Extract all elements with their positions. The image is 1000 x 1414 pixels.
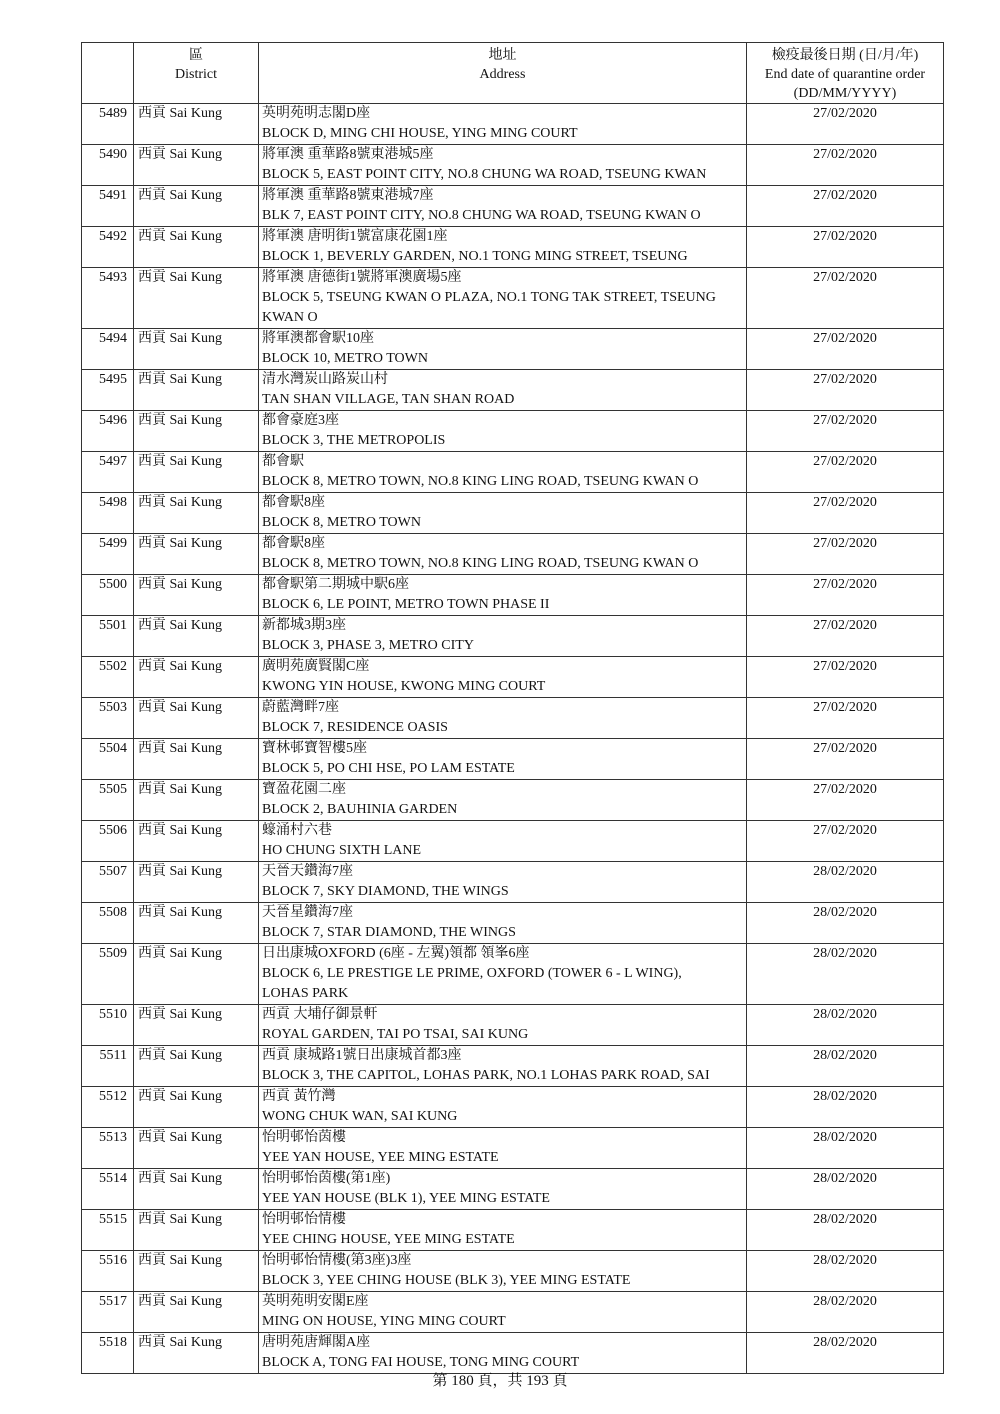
address-line: KWAN O — [262, 310, 318, 325]
header-row — [82, 43, 944, 104]
row-number: 5498 — [82, 493, 134, 534]
table-row — [82, 493, 944, 534]
row-district: 西貢 Sai Kung — [134, 616, 259, 657]
row-number: 5500 — [82, 575, 134, 616]
row-district: 西貢 Sai Kung — [134, 862, 259, 903]
address-line: TAN SHAN VILLAGE, TAN SHAN ROAD — [262, 392, 515, 407]
row-end-date: 27/02/2020 — [747, 227, 944, 268]
row-district: 西貢 Sai Kung — [134, 1210, 259, 1251]
address-line: 寶盈花園二座 — [262, 782, 346, 797]
quarantine-table — [81, 42, 944, 1374]
row-number: 5513 — [82, 1128, 134, 1169]
row-address — [259, 452, 747, 493]
table-row — [82, 657, 944, 698]
address-line: BLK 7, EAST POINT CITY, NO.8 CHUNG WA ROAD, TSEUNG KWAN O — [262, 208, 701, 223]
row-address — [259, 186, 747, 227]
row-end-date: 28/02/2020 — [747, 1087, 944, 1128]
row-number: 5510 — [82, 1005, 134, 1046]
row-district: 西貢 Sai Kung — [134, 944, 259, 1005]
row-number: 5507 — [82, 862, 134, 903]
row-number: 5491 — [82, 186, 134, 227]
row-number: 5515 — [82, 1210, 134, 1251]
row-number: 5501 — [82, 616, 134, 657]
table-row — [82, 1333, 944, 1374]
row-address — [259, 1333, 747, 1374]
row-district: 西貢 Sai Kung — [134, 903, 259, 944]
address-line: BLOCK 3, THE METROPOLIS — [262, 433, 446, 448]
header-date-format: (DD/MM/YYYY) — [793, 86, 897, 101]
row-district: 西貢 Sai Kung — [134, 104, 259, 145]
row-district: 西貢 Sai Kung — [134, 145, 259, 186]
row-end-date: 27/02/2020 — [747, 780, 944, 821]
address-line: 新都城3期3座 — [262, 618, 346, 633]
row-number: 5505 — [82, 780, 134, 821]
address-line: 蠔涌村六巷 — [262, 823, 332, 838]
row-end-date: 28/02/2020 — [747, 1292, 944, 1333]
address-line: 西貢 大埔仔御景軒 — [262, 1007, 378, 1022]
address-line: BLOCK A, TONG FAI HOUSE, TONG MING COURT — [262, 1355, 580, 1370]
table-row — [82, 698, 944, 739]
header-district — [134, 43, 259, 104]
row-address — [259, 698, 747, 739]
row-end-date: 28/02/2020 — [747, 1128, 944, 1169]
row-district: 西貢 Sai Kung — [134, 698, 259, 739]
address-line: 將軍澳 唐明街1號富康花園1座 — [262, 229, 448, 244]
address-line: 唐明苑唐輝閣A座 — [262, 1335, 371, 1350]
address-line: 都會駅第二期城中駅6座 — [262, 577, 409, 592]
table-row — [82, 534, 944, 575]
address-line: 寶林邨寶智樓5座 — [262, 741, 367, 756]
row-end-date: 27/02/2020 — [747, 739, 944, 780]
table-row — [82, 1087, 944, 1128]
row-address — [259, 227, 747, 268]
address-line: YEE YAN HOUSE, YEE MING ESTATE — [262, 1150, 499, 1165]
row-number: 5493 — [82, 268, 134, 329]
address-line: 蔚藍灣畔7座 — [262, 700, 339, 715]
row-district: 西貢 Sai Kung — [134, 411, 259, 452]
address-line: BLOCK 8, METRO TOWN, NO.8 KING LING ROAD, TSEUNG KWAN O — [262, 556, 699, 571]
address-line: 清水灣炭山路炭山村 — [262, 372, 388, 387]
table-row — [82, 227, 944, 268]
address-line: BLOCK D, MING CHI HOUSE, YING MING COURT — [262, 126, 578, 141]
address-line: BLOCK 5, EAST POINT CITY, NO.8 CHUNG WA ROAD, TSEUNG KWAN — [262, 167, 707, 182]
page-number: 第 180 頁，共 193 頁 — [432, 1373, 568, 1389]
row-end-date: 28/02/2020 — [747, 1333, 944, 1374]
row-address — [259, 1005, 747, 1046]
row-number: 5504 — [82, 739, 134, 780]
row-end-date: 27/02/2020 — [747, 104, 944, 145]
row-end-date: 27/02/2020 — [747, 657, 944, 698]
table-row — [82, 370, 944, 411]
row-district: 西貢 Sai Kung — [134, 268, 259, 329]
address-line: 將軍澳都會駅10座 — [262, 331, 374, 346]
row-district: 西貢 Sai Kung — [134, 186, 259, 227]
row-number: 5497 — [82, 452, 134, 493]
table-row — [82, 1046, 944, 1087]
address-line: 日出康城OXFORD (6座 - 左翼)領都 領峯6座 — [262, 946, 530, 961]
table-row — [82, 575, 944, 616]
row-address — [259, 657, 747, 698]
row-district: 西貢 Sai Kung — [134, 1292, 259, 1333]
row-number: 5506 — [82, 821, 134, 862]
row-number: 5512 — [82, 1087, 134, 1128]
address-line: BLOCK 2, BAUHINIA GARDEN — [262, 802, 458, 817]
address-line: 怡明邨怡茵樓 — [262, 1130, 346, 1145]
row-district: 西貢 Sai Kung — [134, 1251, 259, 1292]
row-end-date: 28/02/2020 — [747, 862, 944, 903]
address-line: BLOCK 3, YEE CHING HOUSE (BLK 3), YEE MING ESTATE — [262, 1273, 631, 1288]
row-district: 西貢 Sai Kung — [134, 1169, 259, 1210]
address-line: BLOCK 7, STAR DIAMOND, THE WINGS — [262, 925, 516, 940]
row-district: 西貢 Sai Kung — [134, 821, 259, 862]
row-number: 5495 — [82, 370, 134, 411]
address-line: 將軍澳 唐德街1號將軍澳廣場5座 — [262, 270, 462, 285]
address-line: ROYAL GARDEN, TAI PO TSAI, SAI KUNG — [262, 1027, 529, 1042]
table-row — [82, 452, 944, 493]
header-district-zh: 區 — [189, 48, 203, 63]
header-date-zh: 檢疫最後日期 (日/月/年) — [771, 48, 919, 63]
address-line: BLOCK 8, METRO TOWN, NO.8 KING LING ROAD, TSEUNG KWAN O — [262, 474, 699, 489]
row-district: 西貢 Sai Kung — [134, 739, 259, 780]
table-row — [82, 1128, 944, 1169]
address-line: HO CHUNG SIXTH LANE — [262, 843, 422, 858]
address-line: BLOCK 1, BEVERLY GARDEN, NO.1 TONG MING STREET, TSEUNG — [262, 249, 688, 264]
table-row — [82, 329, 944, 370]
address-line: BLOCK 7, SKY DIAMOND, THE WINGS — [262, 884, 509, 899]
address-line: BLOCK 6, LE PRESTIGE LE PRIME, OXFORD (TOWER 6 - L WING), — [262, 966, 682, 981]
address-line: BLOCK 3, PHASE 3, METRO CITY — [262, 638, 474, 653]
row-number: 5514 — [82, 1169, 134, 1210]
address-line: BLOCK 7, RESIDENCE OASIS — [262, 720, 448, 735]
address-line: BLOCK 3, THE CAPITOL, LOHAS PARK, NO.1 LOHAS PARK ROAD, SAI — [262, 1068, 710, 1083]
row-address — [259, 329, 747, 370]
header-no — [82, 43, 134, 104]
address-line: 都會駅 — [262, 454, 304, 469]
row-number: 5502 — [82, 657, 134, 698]
table-row — [82, 268, 944, 329]
table-row — [82, 616, 944, 657]
row-address — [259, 104, 747, 145]
row-address — [259, 268, 747, 329]
row-end-date: 27/02/2020 — [747, 329, 944, 370]
row-end-date: 28/02/2020 — [747, 903, 944, 944]
row-number: 5494 — [82, 329, 134, 370]
row-end-date: 27/02/2020 — [747, 411, 944, 452]
row-end-date: 28/02/2020 — [747, 1005, 944, 1046]
address-line: 都會駅8座 — [262, 536, 325, 551]
table-row — [82, 186, 944, 227]
address-line: YEE CHING HOUSE, YEE MING ESTATE — [262, 1232, 515, 1247]
row-end-date: 27/02/2020 — [747, 616, 944, 657]
address-line: 都會駅8座 — [262, 495, 325, 510]
address-line: 怡明邨怡情樓(第3座)3座 — [262, 1253, 412, 1268]
row-address — [259, 1210, 747, 1251]
row-address — [259, 739, 747, 780]
table-row — [82, 903, 944, 944]
row-district: 西貢 Sai Kung — [134, 534, 259, 575]
address-line: 怡明邨怡情樓 — [262, 1212, 346, 1227]
row-address — [259, 370, 747, 411]
table-row — [82, 1292, 944, 1333]
row-district: 西貢 Sai Kung — [134, 575, 259, 616]
row-address — [259, 1128, 747, 1169]
row-number: 5503 — [82, 698, 134, 739]
row-address — [259, 1251, 747, 1292]
row-end-date: 28/02/2020 — [747, 1210, 944, 1251]
table-row — [82, 145, 944, 186]
row-number: 5489 — [82, 104, 134, 145]
row-address — [259, 575, 747, 616]
address-line: 天晉天鑽海7座 — [262, 864, 353, 879]
address-line: 怡明邨怡茵樓(第1座) — [262, 1171, 391, 1186]
table-row — [82, 862, 944, 903]
row-number: 5496 — [82, 411, 134, 452]
row-address — [259, 145, 747, 186]
address-line: 都會豪庭3座 — [262, 413, 339, 428]
row-district: 西貢 Sai Kung — [134, 493, 259, 534]
row-number: 5516 — [82, 1251, 134, 1292]
row-district: 西貢 Sai Kung — [134, 1046, 259, 1087]
row-address — [259, 411, 747, 452]
address-line: BLOCK 5, TSEUNG KWAN O PLAZA, NO.1 TONG TAK STREET, TSEUNG — [262, 290, 716, 305]
row-number: 5518 — [82, 1333, 134, 1374]
row-number: 5490 — [82, 145, 134, 186]
table-row — [82, 1210, 944, 1251]
address-line: WONG CHUK WAN, SAI KUNG — [262, 1109, 458, 1124]
row-address — [259, 1087, 747, 1128]
row-end-date: 27/02/2020 — [747, 534, 944, 575]
address-line: KWONG YIN HOUSE, KWONG MING COURT — [262, 679, 546, 694]
row-number: 5509 — [82, 944, 134, 1005]
table-row — [82, 104, 944, 145]
row-number: 5492 — [82, 227, 134, 268]
row-address — [259, 944, 747, 1005]
row-end-date: 27/02/2020 — [747, 821, 944, 862]
table-row — [82, 1251, 944, 1292]
row-end-date: 27/02/2020 — [747, 575, 944, 616]
header-district-en: District — [175, 67, 217, 82]
row-address — [259, 821, 747, 862]
table-row — [82, 1005, 944, 1046]
row-district: 西貢 Sai Kung — [134, 1333, 259, 1374]
row-district: 西貢 Sai Kung — [134, 657, 259, 698]
header-date — [747, 43, 944, 104]
row-end-date: 28/02/2020 — [747, 1046, 944, 1087]
address-line: BLOCK 6, LE POINT, METRO TOWN PHASE II — [262, 597, 550, 612]
row-address — [259, 1046, 747, 1087]
address-line: YEE YAN HOUSE (BLK 1), YEE MING ESTATE — [262, 1191, 550, 1206]
row-end-date: 27/02/2020 — [747, 698, 944, 739]
row-end-date: 28/02/2020 — [747, 944, 944, 1005]
row-end-date: 28/02/2020 — [747, 1251, 944, 1292]
row-address — [259, 862, 747, 903]
header-date-en: End date of quarantine order — [764, 67, 926, 82]
address-line: LOHAS PARK — [262, 986, 349, 1001]
address-line: 英明苑明安閣E座 — [262, 1294, 369, 1309]
address-line: 將軍澳 重華路8號東港城7座 — [262, 188, 434, 203]
row-end-date: 27/02/2020 — [747, 452, 944, 493]
row-address — [259, 1292, 747, 1333]
address-line: 廣明苑廣賢閣C座 — [262, 659, 370, 674]
row-end-date: 27/02/2020 — [747, 145, 944, 186]
row-district: 西貢 Sai Kung — [134, 1087, 259, 1128]
table-row — [82, 780, 944, 821]
header-address-zh: 地址 — [488, 48, 517, 63]
row-address — [259, 616, 747, 657]
row-number: 5517 — [82, 1292, 134, 1333]
table-row — [82, 739, 944, 780]
table-row — [82, 411, 944, 452]
table-row — [82, 821, 944, 862]
address-line: BLOCK 5, PO CHI HSE, PO LAM ESTATE — [262, 761, 515, 776]
address-line: 將軍澳 重華路8號東港城5座 — [262, 147, 434, 162]
row-address — [259, 780, 747, 821]
row-district: 西貢 Sai Kung — [134, 227, 259, 268]
header-address — [259, 43, 747, 104]
address-line: 天晉星鑽海7座 — [262, 905, 353, 920]
table-row — [82, 1169, 944, 1210]
row-end-date: 28/02/2020 — [747, 1169, 944, 1210]
row-district: 西貢 Sai Kung — [134, 370, 259, 411]
row-district: 西貢 Sai Kung — [134, 1005, 259, 1046]
address-line: MING ON HOUSE, YING MING COURT — [262, 1314, 506, 1329]
row-address — [259, 903, 747, 944]
address-line: BLOCK 8, METRO TOWN — [262, 515, 421, 530]
row-district: 西貢 Sai Kung — [134, 329, 259, 370]
row-address — [259, 534, 747, 575]
row-district: 西貢 Sai Kung — [134, 452, 259, 493]
row-end-date: 27/02/2020 — [747, 186, 944, 227]
row-number: 5508 — [82, 903, 134, 944]
row-number: 5499 — [82, 534, 134, 575]
row-end-date: 27/02/2020 — [747, 493, 944, 534]
row-district: 西貢 Sai Kung — [134, 1128, 259, 1169]
table-row — [82, 944, 944, 1005]
row-address — [259, 493, 747, 534]
address-line: 西貢 康城路1號日出康城首都3座 — [262, 1048, 462, 1063]
address-line: 西貢 黃竹灣 — [262, 1089, 336, 1104]
row-end-date: 27/02/2020 — [747, 268, 944, 329]
row-address — [259, 1169, 747, 1210]
address-line: BLOCK 10, METRO TOWN — [262, 351, 428, 366]
header-address-en: Address — [479, 67, 526, 82]
row-district: 西貢 Sai Kung — [134, 780, 259, 821]
address-line: 英明苑明志閣D座 — [262, 106, 371, 121]
row-number: 5511 — [82, 1046, 134, 1087]
row-end-date: 27/02/2020 — [747, 370, 944, 411]
